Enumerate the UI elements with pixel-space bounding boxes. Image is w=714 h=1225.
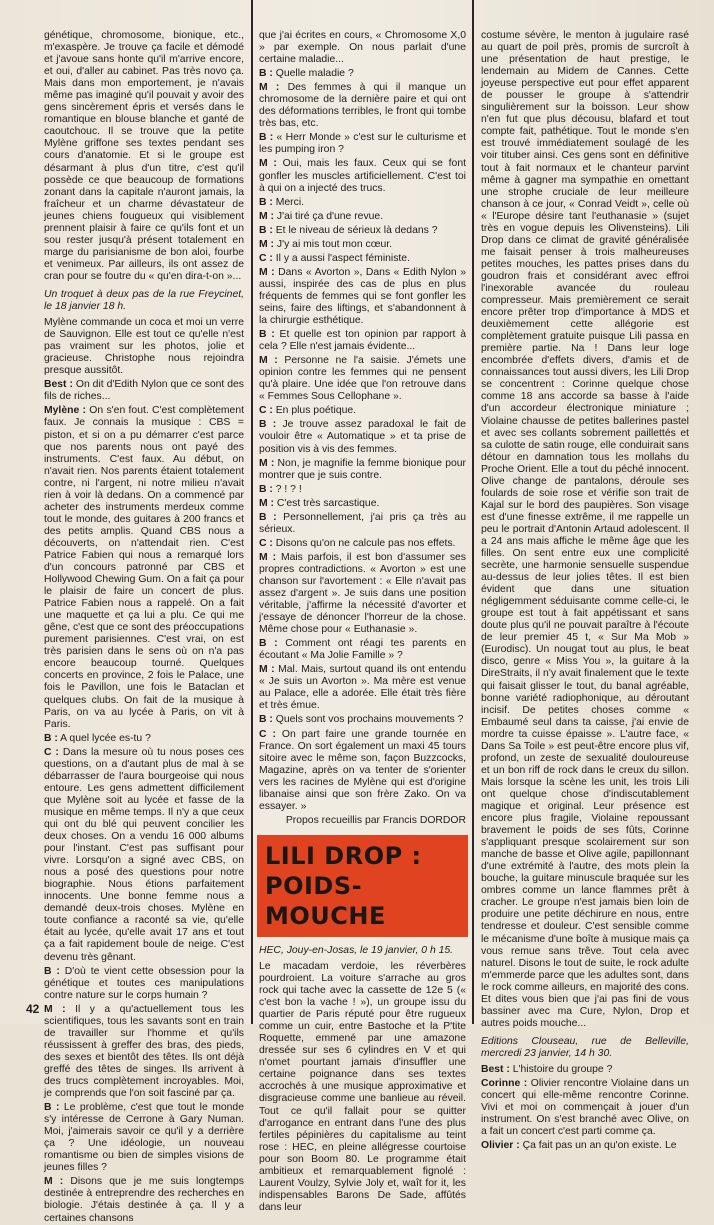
article-paragraph <box>44 317 244 377</box>
interview-line <box>481 1078 689 1138</box>
interview-line <box>44 733 244 745</box>
byline-credit: Propos recueillis par Francis DORDOR <box>285 814 466 826</box>
speaker-label: C : <box>259 728 276 740</box>
article-headline <box>257 835 468 937</box>
interview-line <box>259 253 466 265</box>
article-paragraph <box>481 30 689 1030</box>
paragraph-text: Mal. Mais, surtout quand ils ont entendu « Je suis un Avorton ». Ma mère est venue au Palace, elle a adorée. Elle était très fière et très émue. <box>259 664 466 712</box>
paragraph-text: Et le niveau de sérieux là dedans ? <box>272 224 438 236</box>
paragraph-text: Quels sont vos prochains mouvements ? <box>272 714 464 726</box>
interview-line <box>481 1140 689 1152</box>
speaker-label: Best : <box>481 1063 510 1075</box>
article-paragraph <box>259 961 466 1214</box>
dateline-caption: HEC, Jouy-en-Josas, le 19 janvier, 0 h 15. <box>259 944 454 956</box>
speaker-label: M : <box>259 457 275 469</box>
speaker-label: M : <box>44 1003 66 1015</box>
paragraph-text: J'y ai mis tout mon cœur. <box>274 238 393 250</box>
speaker-label: B : <box>259 511 277 523</box>
interview-line <box>259 211 466 223</box>
interview-line <box>259 729 466 813</box>
speaker-label: M : <box>259 266 275 278</box>
paragraph-text: D'où te vient cette obsession pour la génétique et toutes ces manipulations contre nature sur le corps humain ? <box>44 965 244 1001</box>
speaker-label: Mylène : <box>44 405 86 417</box>
speaker-label: C : <box>44 746 59 758</box>
paragraph-text: Oui, mais les faux. Ceux qui se font gonfler les muscles artificiellement. C'est toi à qui on a injecté des trucs. <box>259 158 466 194</box>
interview-line <box>259 132 466 156</box>
speaker-label: M : <box>259 238 275 250</box>
speaker-label: M : <box>259 551 277 563</box>
dateline-caption: Un troquet à deux pas de la rue Freycinet, le 18 janvier 18 h. <box>44 288 244 313</box>
speaker-label: B : <box>259 483 273 495</box>
paragraph-text: génétique, chromosome, bionique, etc., m'exaspère. Je trouve ça facile et démodé et j'avoue sans honte qu'il m'arrive encore, et oui, d'aller au cabinet. Pas très novo ça. Mais dans mon emportement, je n'avais même pas imaginé qu'il pouvait y avoir des gens sincèrement épris et versés dans le romantique en blouse blanche et ganté de caoutchouc. Il se trouve que la petite Mylène griffone ses textes pendant ses cours d'anatomie. Et si le groupe est désarmant à plus d'un titre, c'est qu'il possède ce que beaucoup de formations zonant dans la capitale n'auront jamais, la fraîcheur et un charme dévastateur de jeunes chiens fougueux qui visiblement prennent plaisir à faire ce qu'ils font et un sou rester jusqu'à présent totalement en marge du parisianisme de bon aloi, fourbe et venimeux. Par ailleurs, ils ont assez de cran pour se foutre du « qu'en dira-t-on »... <box>44 30 244 282</box>
paragraph-text: Il y a qu'actuellement tous les scientifiques, tous les savants sont en train de travailler sur l'homme et qu'ils réussissent à greffer des bras, des pieds, des sexes et bientôt des têtes. Ils ont déjà greffé des têtes de singes. Ils arrivent à des trucs complètement incroyables. Moi, je comprends que l'on soit fasciné par ça. <box>44 1003 244 1100</box>
column-rule <box>251 0 253 1024</box>
paragraph-text: C'est très sarcastique. <box>274 497 380 509</box>
paragraph-text: Olivier rencontre Violaine dans un concert qui elle-même rencontre Corinne. Vivi et moi on commençait à jouer d'un instrument. On s'est branché avec Olive, on a fait un concert c'est parti comme ça. <box>481 1078 689 1138</box>
paragraph-text: Quelle maladie ? <box>272 68 354 80</box>
paragraph-text: A quel lycée es-tu ? <box>57 732 151 744</box>
interview-line <box>259 82 466 130</box>
speaker-label: B : <box>259 638 278 650</box>
speaker-label: B : <box>259 329 275 341</box>
interview-line <box>259 714 466 726</box>
interview-line <box>259 552 466 636</box>
article-column-1 <box>44 30 245 1224</box>
paragraph-text: Mylène commande un coca et moi un verre de Sauvignon. Elle est tout ce qu'elle n'est pas vraiment sur les photos, jolie et gracieuse. Christophe nous rejoindra presque aussitôt. <box>44 317 244 377</box>
article-paragraph <box>44 30 244 283</box>
article-column-2 <box>259 30 466 1213</box>
speaker-label: B : <box>259 196 273 208</box>
paragraph-text: Le macadam verdoie, les réverbères pourdroient. La voiture s'arrache au gros rock qui tache avec la cassette de 12e 5 (« c'est bon la vache ! »), un groupe issu du quartier de Paris réputé pour être rugueux comme un cuir, entre Bastoche et la P'tite Roquette, emmené par une amazone dressée sur ses 6 cylindres en V et qui n'omet pourtant jamais d'insuffler une certaine poignance dans ses textes accrochés à une musique approximative et disgracieuse comme une banlieue au réveil. Tout ce qu'il fallait pour se quitter d'arrogance en entrant dans l'une des plus fertiles pépinières du capitalisme au teint rose : HEC, en pleine allégresse courtoise pour son Boom 80. Le programme était ambitieux et remarquablement fignolé : Laurent Voulzy, Sylvie Joly et, waît for it, les indispensables Barons De Sade, affûtés dans leur <box>259 960 466 1213</box>
paragraph-text: Dans « Avorton », Dans « Edith Nylon » aussi, inspirée des cas de plus en plus fréquents de femmes qui se font gonfler les seins, faire des liftings, et s'abandonnent à la chirurgie esthétique. <box>259 266 466 327</box>
page-number: 42 <box>26 1002 40 1016</box>
speaker-label: M : <box>259 355 278 367</box>
article-paragraph <box>259 30 466 66</box>
interview-line <box>44 405 244 730</box>
paragraph-text: Personne ne l'a saisie. J'émets une opinion contre les femmes qui ne pensent qu'à plaire. Une idée que l'on retrouve dans « Femmes Sous Cellophane ». <box>259 355 466 403</box>
interview-line <box>259 225 466 237</box>
speaker-label: Corinne : <box>481 1078 528 1090</box>
paragraph-text: Disons que je me suis longtemps destinée à entreprendre des recherches en biologie. J'étais destinée à ça. Il y a certaines chansons <box>44 1176 245 1224</box>
paragraph-text: « Herr Monde » c'est sur le culturisme et les pumping iron ? <box>259 132 466 156</box>
interview-line <box>259 512 466 536</box>
interview-line <box>481 1064 689 1076</box>
interview-line <box>259 68 466 80</box>
paragraph-text: Disons qu'on ne calcule pas nos effets. <box>272 537 456 549</box>
interview-line <box>259 329 466 353</box>
paragraph-text: Personnellement, j'ai pris ça très au sérieux. <box>259 511 466 535</box>
paragraph-text: Il y a aussi l'aspect féministe. <box>272 252 410 264</box>
speaker-label: B : <box>259 714 273 726</box>
speaker-label: B : <box>44 1102 60 1114</box>
paragraph-text: En plus poétique. <box>272 405 357 417</box>
paragraph-text: ? ! ? ! <box>272 483 302 495</box>
paragraph-text: On dit d'Edith Nylon que ce sont des fils de riches... <box>44 379 244 403</box>
interview-line <box>44 379 244 403</box>
interview-line <box>44 747 244 964</box>
speaker-label: Best : <box>44 379 73 391</box>
speaker-label: M : <box>259 82 280 94</box>
interview-line <box>259 664 466 712</box>
speaker-label: B : <box>44 965 60 977</box>
paragraph-text: Ça fait pas un an qu'on existe. Le <box>519 1140 677 1152</box>
interview-line <box>259 458 466 482</box>
interview-line <box>259 484 466 496</box>
interview-line <box>259 419 466 455</box>
headline-line: LILI DROP : <box>265 841 422 870</box>
speaker-label: C : <box>259 405 273 417</box>
paragraph-text: Et quelle est ton opinion par rapport à cela ? Elle n'est jamais évidente... <box>259 329 466 353</box>
speaker-label: Olivier : <box>481 1140 520 1152</box>
interview-line <box>259 538 466 550</box>
speaker-label: M : <box>259 158 277 170</box>
interview-line <box>259 158 466 194</box>
speaker-label: B : <box>44 732 58 744</box>
paragraph-text: Comment ont réagi tes parents en écoutant « Ma Jolie Famille » ? <box>259 638 466 662</box>
interview-line <box>259 267 466 327</box>
paragraph-text: Mais parfois, il est bon d'assumer ses propres contradictions. « Avorton » est une chanson sur l'avortement : « Elle n'avait pas assez d'argent ». Je suis dans une position véritable, j'affirme la nécessité d'avorter et j'essaye de dénoncer l'horreur de la chose. Même chose pour « Euthanasie ». <box>259 551 466 636</box>
paragraph-text: J'ai tiré ça d'une revue. <box>274 210 384 222</box>
paragraph-text: que j'ai écrites en cours, « Chromosome X,0 » par exemple. On nous parlait d'une certaine maladie... <box>259 30 466 66</box>
speaker-label: B : <box>259 224 273 236</box>
paragraph-text: Merci. <box>272 196 305 208</box>
paragraph-text: Je trouve assez paradoxal le fait de vouloir être « Automatique » et ta prise de position vis à vis des femmes. <box>259 419 466 455</box>
interview-line <box>44 1176 244 1224</box>
article-column-3 <box>481 30 689 1152</box>
interview-line <box>259 498 466 510</box>
paragraph-text: Non, je magnifie la femme bionique pour montrer que je suis contre. <box>259 457 466 481</box>
paragraph-text: On s'en fout. C'est complètement faux. Je connais la musique : CBS = piston, et si on a pu démarrer c'est parce que nos parents nous ont payé des instruments. C'est faux. Au début, on n'avait rien. Nos parents étaient totalement contre, ni l'argent, ni notre milieu n'avait rien à voir là dedans. On a commencé par acheter des instruments merdeux comme tout le monde, des guitares à 200 francs et des petits amplis. Quand CBS nous a découverts, on n'attendait rien. C'est Patrice Fabien qui nous a remarqué lors d'un concours patronné par CBS et Hollywood Chewing Gum. On a fait ça pour le plaisir de faire un concert de plus. Patrice Fabien nous a rappelé. On a fait une maquette et ça lui a plu. Ce qui me gêne, c'est que ce sont des préoccupations purement parisiennes. C'est vrai, on est très parisien dans le sens où on n'a pas encore beaucoup tourné. Quelques concerts en province, 2 fois le Palace, une fois le Pavillon, une fois le Bataclan et quelques clubs. On fait de la musique à Paris, on va au lycée à Paris, on vit à Paris. <box>44 405 244 730</box>
speaker-label: C : <box>259 252 273 264</box>
speaker-label: B : <box>259 419 277 431</box>
paragraph-text: L'histoire du groupe ? <box>509 1063 613 1075</box>
column-rule <box>472 0 474 1024</box>
interview-line <box>259 638 466 662</box>
interview-line <box>44 1102 244 1174</box>
interview-line <box>44 1004 244 1100</box>
interview-line <box>259 405 466 417</box>
interview-line <box>259 197 466 209</box>
speaker-label: B : <box>259 132 274 144</box>
interview-line <box>259 239 466 251</box>
headline-line: POIDS-MOUCHE <box>265 871 386 930</box>
speaker-label: M : <box>259 210 275 222</box>
paragraph-text: Le problème, c'est que tout le monde s'y intéresse de Cerrone à Gary Numan. Moi, j'aimerais savoir ce qu'il y a derrière ça ? Une idéologie, un nouveau romantisme ou bien de simples visions de jeunes filles ? <box>44 1102 244 1174</box>
interview-line <box>44 966 244 1002</box>
paragraph-text: Des femmes à qui il manque un chromosome de la dernière paire et qui ont des déformations terribles, le front qui tombe très bas, etc. <box>259 82 466 130</box>
speaker-label: C : <box>259 537 273 549</box>
paragraph-text: Dans la mesure où tu nous poses ces questions, on a d'autant plus de mal à se débarrasser de l'aura bourgeoise qui nous entoure. Les gens admettent difficilement que Mylène soit au lycée et fasse de la musique en même temps. Il n'y a que ceux qui ont du blé qui peuvent concilier les deux choses. On a vendu 16 000 albums pour l'instant. C'est pas suffisant pour vivre. Lorsqu'on a signé avec CBS, on nous a posé des questions pour notre biographie. Nous étions parfaitement innocents. Une bonne femme nous a demandé deux-trois choses. Mylène en toute confiance a raconté sa vie, qu'elle était au lycée, qu'elle avait 17 ans et tout ça a fait rapidement boule de neige. C'est devenu très gênant. <box>44 746 244 963</box>
paragraph-text: costume sévère, le menton à jugulaire rasé au quart de poil près, promis de surcroît à une présentation de haut prestige, le lendemain au Midem de Cannes. Cette joyeuse perspective eut pour effet apparent de pousser le groupe à s'attendrir singulièrement sur la boisson. Leur show n'en fut que plus décousu, blafard et tout compte fait, pathétique. Tout le monde s'en est trouvé immédiatement soulagé de les voir tituber ainsi. Ces gens sont en définitive tout à fait normaux et le chanteur parvint même à gagner ma sympathie en omettant une strophe cruciale de leur meilleure chanson à ce jour, « Conrad Veidt », celle où « l'Europe désire tant l'euthanasie » (sujet très en vogue depuis les Olivensteins). Lili Drop dans ce climat de gravité généralisée me faisait penser à trois malheureuses petites mouches, les pattes prises dans du goudron frais et considérant avec effroi l'inexorable avancée du rouleau compresseur. Mais premièrement ce serait encore prêter trop d'importance à MDS et deuxièmement cette allégorie est complètement gratuite puisque Lili passa en première partie. Na ! Dans leur loge encombrée d'effets divers, d'amis et de connaissances tout aussi divers, les Lili Drop se concentrent : Corinne quelque chose comme 18 ans accorde sa basse à l'aide d'un accordeur électronique miniature ; Violaine chausse de petites ballerines pastel et avec ses collants sobrement paillettés et sa culotte de satin rouge, elle conduirait sans détour en damnation tous les mollahs du Proche Orient. Elle a tout du péché innocent. Olive change de pantalons, déroule ses foulards de soie rose et vérifie son trait de Kajal sur le bord des paupières. Son visage est d'une finesse extrême, il me rappelle un peu le portrait d'Antonin Artaud adolescent. Il a 24 ans mais affiche le même âge que les filles. On sent entre eux une complicité secrète, une harmonie sensuelle suspendue au-dessus de leur jolies têtes. Il est bien évident que dans une situation négligemment séduisante comme celle-ci, le groupe est tout à fait appétissant et sans doute plus qu'il ne pouvait paraître à l'écoute de leur premier 45 t, « Sur Ma Mob » (Eurodisc). Un nougat tout au plus, le beat disco, genre « Miss You », la guitare à la DireStraits, il n'y avait finalement que le texte qui faisait glisser le tout, du banal agréable, bonne variété radiophonique, au déroutant incisif. De petites choses comme « Embaumé seul dans ta caisse, j'ai envie de mordre ta cuisse épaisse ». L'autre face, « Dans Sa Toile » est peut-être encore plus vif, profond, un zeste de sexualité douloureuse et un bon riff de rock dans le creux du sillon. Mais lorsque la scène les unit, les trois Lili ont quelque chose d'indiscutablement magique et original. Leur présence est encore plus fragile, Violaine repoussant bravement le poids de ses fûts, Corinne s'appliquant presque scolairement sur son manche de basse et Olive agile, papillonnant d'une extrémité à l'autre, des mots plein la bouche, la guitare minuscule braquée sur les ombres comme un lance flammes prêt à cracher. Le groupe n'est jamais bien loin de produire une petite déchirure en nous, entre tendresse et douleur. C'est sensible comme le mécanisme d'une boîte à musique mais ça vous remue sans trêve. Tout cela avec naturel. Disons le tout de suite, le rock adulte m'emmerde parce que les adultes sont, dans le rock comme ailleurs, en majorité des cons. Et dites vous bien que j'ai pas fini de vous bassiner avec ma Cure, Nylon, Drop et autres poids mouche... <box>481 30 689 1029</box>
interview-line <box>259 355 466 403</box>
speaker-label: B : <box>259 68 273 80</box>
dateline-caption: Editions Clouseau, rue de Belleville, mercredi 23 janvier, 14 h 30. <box>481 1035 689 1059</box>
speaker-label: M : <box>259 497 275 509</box>
speaker-label: M : <box>259 664 275 676</box>
speaker-label: M : <box>44 1176 64 1188</box>
paragraph-text: On part faire une grande tournée en France. On sort également un maxi 45 tours sitoire avec le même son, façon Buzzcocks, Magazine, après on va tenter de s'orienter vers les racines de Mylène qui est d'origine libanaise ainsi que son frère Zako. On va essayer. » <box>259 728 466 812</box>
